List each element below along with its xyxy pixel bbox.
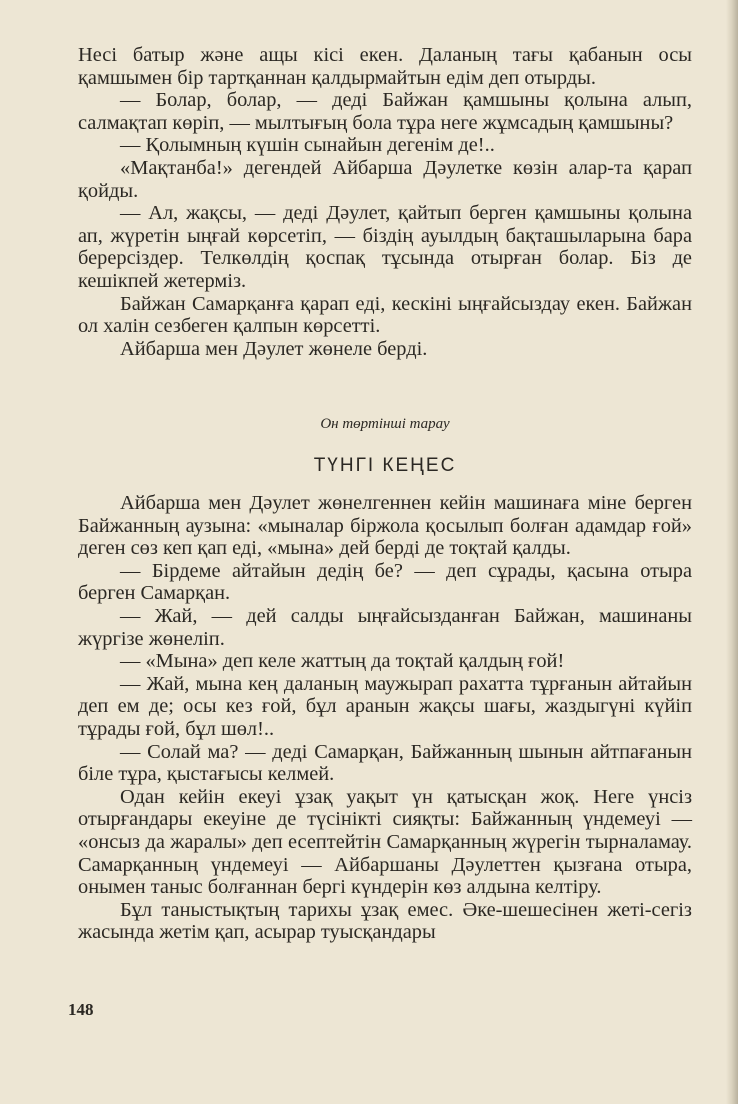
paragraph: — Болар, болар, — деді Байжан қамшыны қолына алып, салмақтап көріп, — мылтығың бола тұра неге жұмсадың қамшыны?	[78, 89, 692, 134]
paragraph: — «Мына» деп келе жаттың да тоқтай қалдың ғой!	[120, 650, 565, 673]
paragraph: Одан кейін екеуі ұзақ уақыт үн қатысқан жоқ. Неге үнсіз отырғандары екеуіне де түсінікті сияқты: Байжанның үндемеуі — «онсыз да жаралы» деп есептейтін Самарқанның жүрегін тырналамау. Самарқанның үндемеуі — Айбаршаны Дәулеттен қызғана отыра, онымен таныс болғаннан бергі күндерін көз алдына келтіру.	[78, 785, 692, 899]
page-binding-shadow	[726, 0, 738, 1104]
paragraph: — Қолымның күшін сынайын дегенім де!..	[120, 134, 495, 157]
paragraph: — Жай, — дей салды ыңғайсызданған Байжан, машинаны жүргізе жөнеліп.	[78, 604, 692, 650]
paragraph: — Бірдеме айтайын дедің бе? — деп сұрады, қасына отыра берген Самарқан.	[78, 559, 692, 605]
paragraph: «Мақтанба!» дегендей Айбарша Дәулетке көзін алар-та қарап қойды.	[78, 156, 692, 202]
paragraph: — Ал, жақсы, — деді Дәулет, қайтып берген қамшыны қолына ап, жүретін ыңғай көрсетіп, — біздің ауылдың бақташыларына бара берерсіздер. Телкөлдің қоспақ тұсында отырған болар. Біз де кешікпей жетерміз.	[78, 202, 692, 292]
paragraph: Байжан Самарқанға қарап еді, кескіні ыңғайсыздау екен. Байжан ол халін сезбеген қалпын көрсетті.	[78, 292, 692, 338]
top-text-block	[78, 44, 692, 360]
paragraph: Бұл таныстықтың тарихы ұзақ емес. Әке-шешесінен жеті-сегіз жасында жетім қап, асырар туысқандары	[78, 898, 692, 944]
paragraph: Айбарша мен Дәулет жөнелгеннен кейін машинаға міне берген Байжанның аузына: «мыналар біржола қосылып болған адамдар ғой» деген сөз кеп қап еді, «мына» дей берді де тоқтай қалды.	[78, 492, 692, 560]
paragraph: Несі батыр және ащы кісі екен. Даланың тағы қабанын осы қамшымен бір тартқаннан қалдырмайтын едім деп отырды.	[78, 44, 692, 89]
chapter-number: Он төртінші тарау	[320, 416, 450, 432]
paragraph: Айбарша мен Дәулет жөнеле берді.	[120, 337, 428, 360]
page-number: 148	[68, 1000, 94, 1019]
paragraph: — Солай ма? — деді Самарқан, Байжанның шынын айтпағанын біле тұра, қыстағысы келмей.	[78, 740, 692, 786]
paragraph: — Жай, мына кең даланың маужырап рахатта тұрғанын айтайын деп ем де; осы кез ғой, бұл аранын жақсы шағы, жаздыгүні күйіп тұрады ғой, бұл шөл!..	[78, 672, 692, 740]
chapter-title: ТҮНГІ КЕҢЕС	[313, 455, 457, 476]
bottom-text-block	[78, 492, 692, 944]
